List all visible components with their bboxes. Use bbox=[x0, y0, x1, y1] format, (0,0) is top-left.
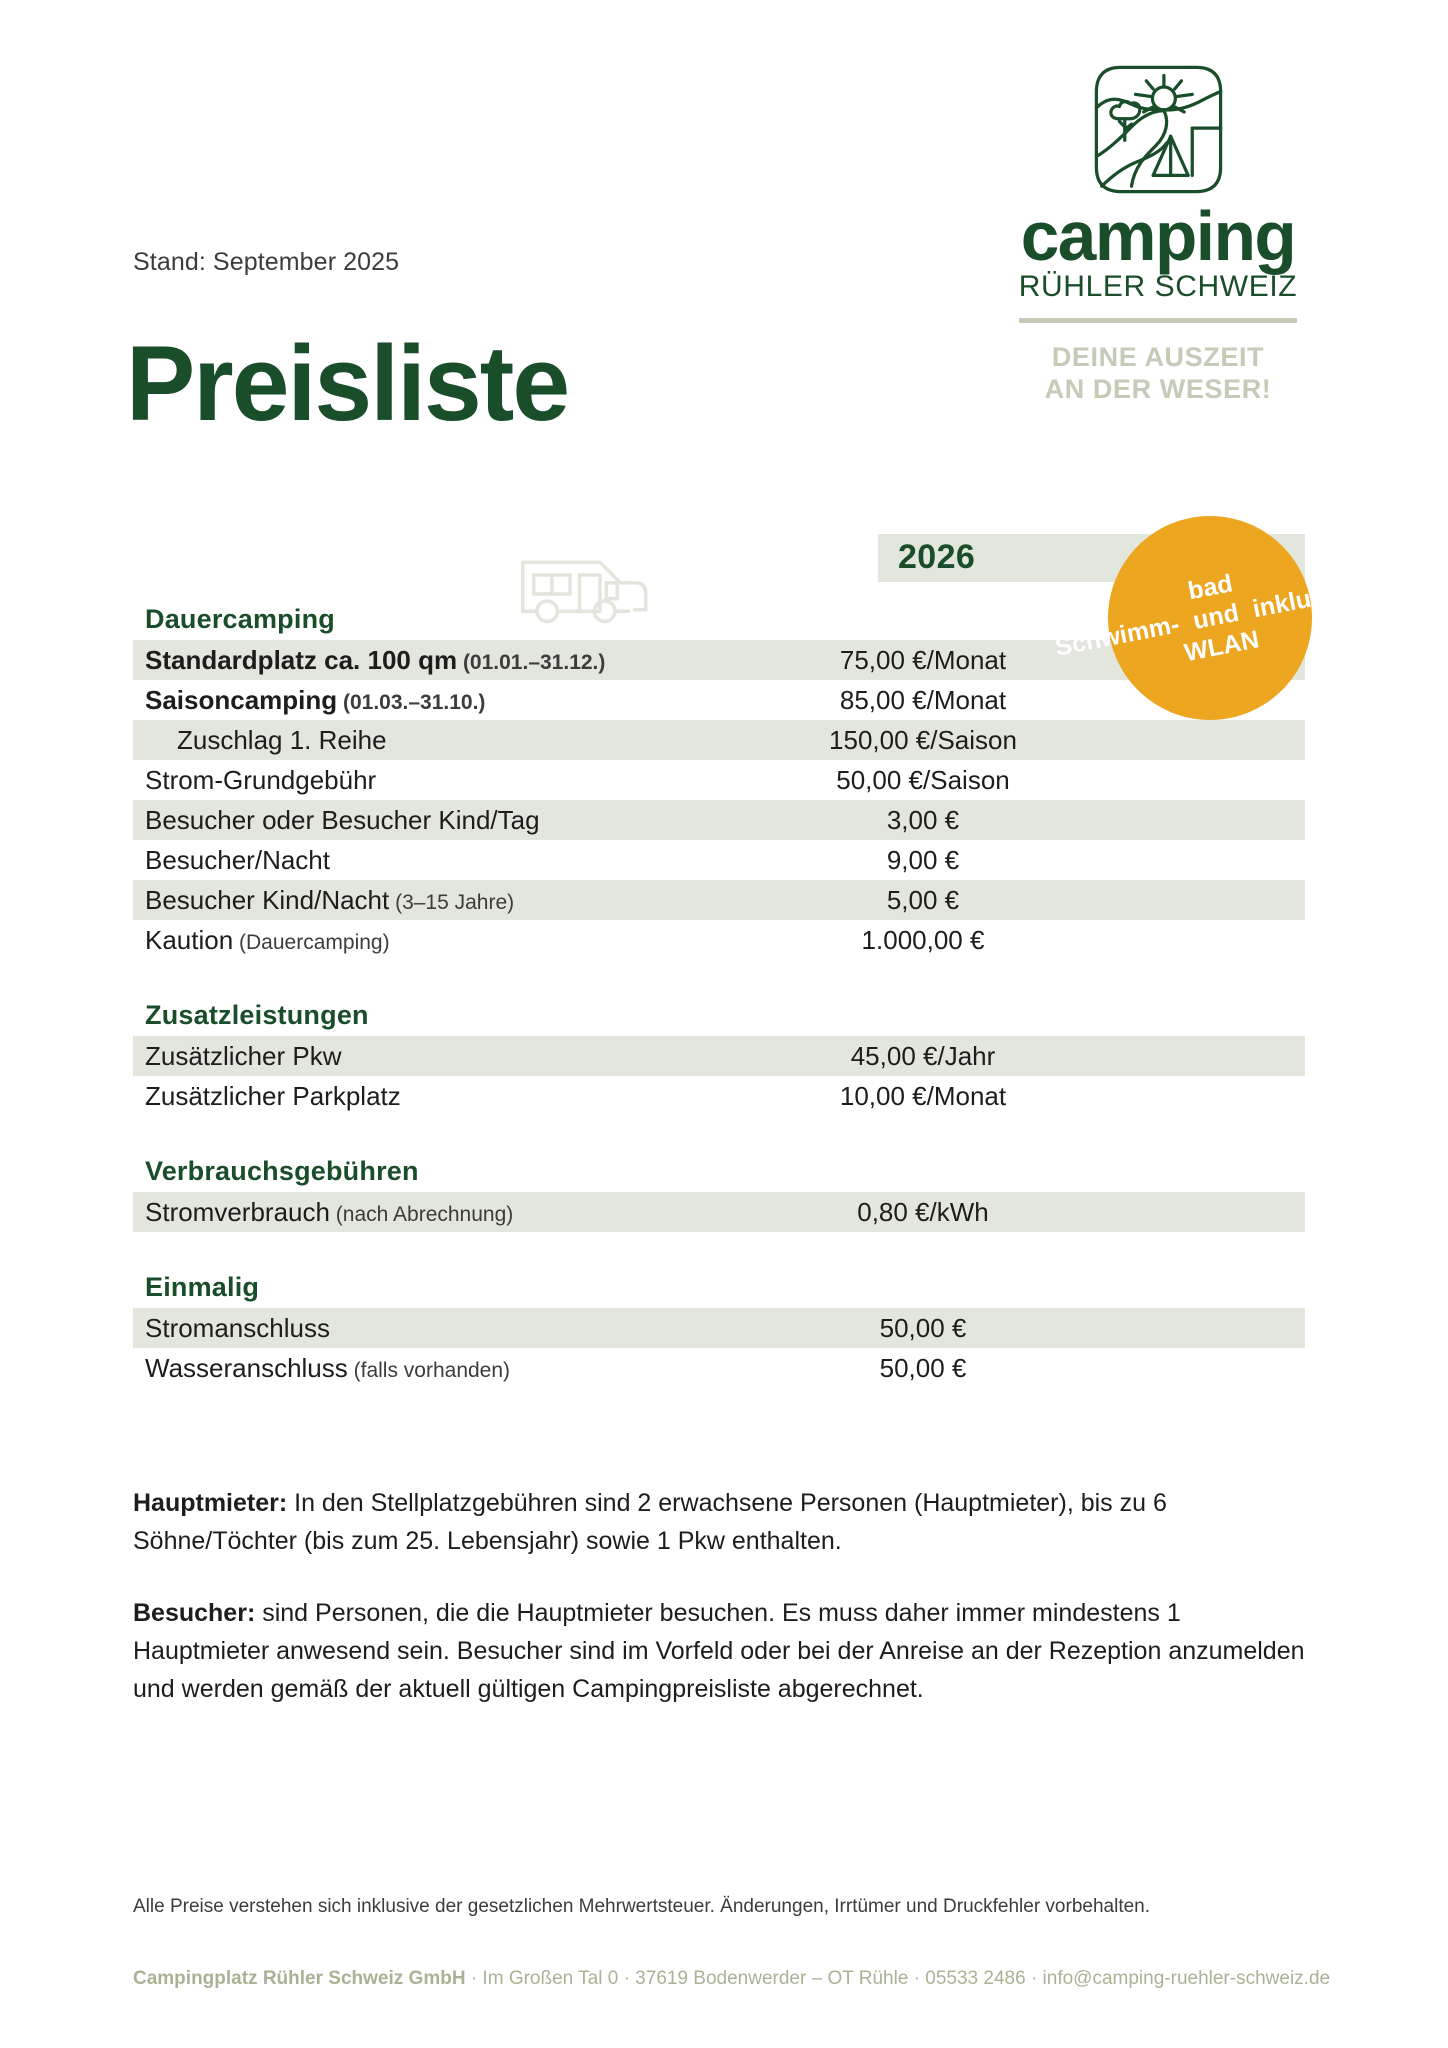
tagline-line-1: DEINE AUSZEIT bbox=[1051, 341, 1265, 372]
promo-badge-text: Schwimm- bad und WLAN inkludiert bbox=[1052, 569, 1368, 668]
row-price: 1.000,00 € bbox=[861, 924, 985, 955]
table-row bbox=[133, 800, 1305, 840]
table-row bbox=[133, 920, 1305, 960]
row-price: 10,00 €/Monat bbox=[839, 1080, 1007, 1111]
table-row bbox=[133, 760, 1305, 800]
row-label-note: (3–15 Jahre) bbox=[389, 890, 515, 914]
spacer bbox=[133, 1232, 1305, 1266]
row-label: Stromanschluss bbox=[145, 1312, 330, 1343]
spacer bbox=[133, 960, 1305, 994]
row-label: Standardplatz ca. 100 qm (01.01.–31.12.) bbox=[145, 644, 606, 675]
row-price: 150,00 €/Saison bbox=[829, 724, 1017, 755]
note-body: In den Stellplatzgebühren sind 2 erwachsene Personen (Hauptmieter), bis zu 6 Söhne/Töchter (bis zum 25. Lebensjahr) sowie 1 Pkw enthalten. bbox=[133, 1489, 1167, 1555]
row-label: Zuschlag 1. Reihe bbox=[177, 724, 387, 755]
row-label: Strom-Grundgebühr bbox=[145, 764, 377, 795]
row-label: Stromverbrauch (nach Abrechnung) bbox=[145, 1196, 514, 1227]
tagline-line-2: AN DER WESER! bbox=[1044, 374, 1272, 405]
table-row bbox=[133, 1076, 1305, 1116]
row-label: Wasseranschluss (falls vorhanden) bbox=[145, 1352, 511, 1383]
note-paragraph bbox=[133, 1484, 1311, 1560]
row-label: Besucher/Nacht bbox=[145, 844, 330, 875]
row-label-note: (01.01.–31.12.) bbox=[457, 650, 606, 674]
row-price: 85,00 €/Monat bbox=[839, 684, 1007, 715]
row-label: Besucher Kind/Nacht (3–15 Jahre) bbox=[145, 884, 515, 915]
logo-subtitle: RÜHLER SCHWEIZ bbox=[1018, 269, 1298, 303]
logo-wordmark: camping bbox=[1020, 197, 1296, 275]
section-heading: Dauercamping bbox=[145, 603, 335, 634]
note-body: sind Personen, die die Hauptmieter besuchen. Es muss daher immer mindestens 1 Hauptmieter anwesend sein. Besucher sind im Vorfeld oder bei der Anreise an der Rezeption anzumelden und werden gemäß der aktuell gültigen Campingpreisliste abgerechnet. bbox=[133, 1599, 1305, 1703]
row-price: 50,00 € bbox=[879, 1312, 967, 1343]
imprint-contact: · Im Großen Tal 0 · 37619 Bodenwerder – OT Rühle · 05533 2486 · info@camping-ruehler-schweiz.de bbox=[465, 1968, 1331, 1989]
row-price: 75,00 €/Monat bbox=[839, 644, 1007, 675]
imprint-line bbox=[133, 1968, 1330, 1990]
logo-divider bbox=[1019, 318, 1297, 323]
row-price: 5,00 € bbox=[886, 884, 960, 915]
notes-block bbox=[133, 1484, 1311, 1742]
row-label: Besucher oder Besucher Kind/Tag bbox=[145, 804, 540, 835]
row-label: Kaution (Dauercamping) bbox=[145, 924, 390, 955]
row-label: Saisoncamping (01.03.–31.10.) bbox=[145, 684, 486, 715]
revision-date: Stand: September 2025 bbox=[133, 248, 400, 276]
table-row bbox=[133, 840, 1305, 880]
row-label-note: (01.03.–31.10.) bbox=[337, 690, 486, 714]
row-label: Zusätzlicher Pkw bbox=[145, 1040, 342, 1071]
row-label: Zusätzlicher Parkplatz bbox=[145, 1080, 401, 1111]
table-row bbox=[133, 1192, 1305, 1232]
row-price: 45,00 €/Jahr bbox=[850, 1040, 996, 1071]
year-label: 2026 bbox=[898, 538, 976, 576]
section-heading: Zusatzleistungen bbox=[145, 999, 369, 1030]
table-row bbox=[133, 1348, 1305, 1388]
page-title: Preisliste bbox=[126, 323, 569, 443]
row-label-note: (nach Abrechnung) bbox=[329, 1202, 514, 1226]
row-price: 3,00 € bbox=[886, 804, 960, 835]
table-row bbox=[133, 880, 1305, 920]
note-lead: Hauptmieter: bbox=[133, 1489, 288, 1517]
table-row bbox=[133, 1036, 1305, 1076]
row-label-note: (falls vorhanden) bbox=[347, 1358, 511, 1382]
row-price: 0,80 €/kWh bbox=[857, 1196, 989, 1227]
brand-tagline bbox=[1008, 341, 1308, 407]
legal-disclaimer: Alle Preise verstehen sich inklusive der gesetzlichen Mehrwertsteuer. Änderungen, Irrtümer und Druckfehler vorbehalten. bbox=[133, 1896, 1151, 1917]
note-lead: Besucher: bbox=[133, 1599, 256, 1627]
table-row bbox=[133, 1308, 1305, 1348]
imprint-company: Campingplatz Rühler Schweiz GmbH bbox=[133, 1968, 466, 1989]
promo-badge bbox=[1052, 516, 1368, 720]
row-price: 50,00 € bbox=[879, 1352, 967, 1383]
camping-landscape-icon bbox=[1091, 62, 1226, 197]
row-label-note: (Dauercamping) bbox=[233, 930, 390, 954]
brand-logo bbox=[1008, 62, 1308, 406]
section-heading: Verbrauchsgebühren bbox=[145, 1155, 419, 1186]
row-price: 50,00 €/Saison bbox=[836, 764, 1010, 795]
note-paragraph bbox=[133, 1594, 1311, 1708]
section-heading: Einmalig bbox=[145, 1271, 260, 1302]
spacer bbox=[133, 1116, 1305, 1150]
row-price: 9,00 € bbox=[886, 844, 960, 875]
